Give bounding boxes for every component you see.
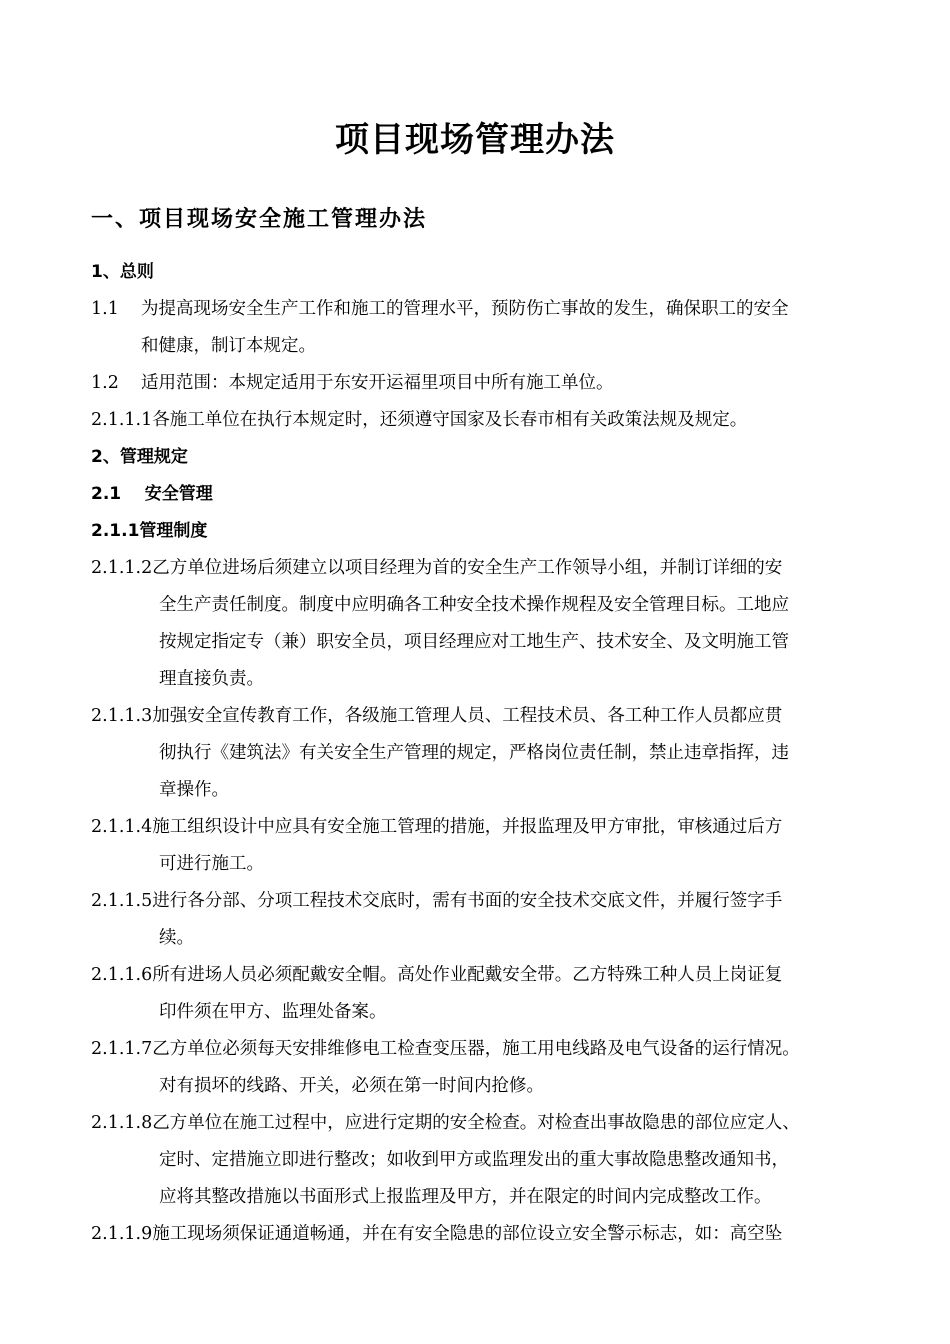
heading-general: 1、总则 [91,262,154,282]
paragraph-line: 和健康，制订本规定。 [141,336,316,356]
paragraph-2-1-1-6 [91,957,881,1031]
paragraph-line: 2.1.1.1各施工单位在执行本规定时，还须遵守国家及长春市相有关政策法规及规定。 [91,410,748,430]
paragraph-2-1-1-1 [91,402,881,439]
paragraph-2-1-1-2 [91,550,881,698]
heading-safety-management: 2.1 安全管理 [91,484,213,504]
paragraph-line: 为提高现场安全生产工作和施工的管理水平，预防伤亡事故的发生，确保职工的安全 [141,299,789,319]
paragraph-number: 1.2 [91,373,119,393]
paragraph-line: 理直接负责。 [159,669,264,689]
paragraph-line: 2.1.1.4施工组织设计中应具有安全施工管理的措施，并报监理及甲方审批，审核通过后方 [91,817,783,837]
paragraph-2-1-1-9 [91,1216,881,1253]
paragraph-line: 章操作。 [159,780,229,800]
paragraph-line: 适用范围：本规定适用于东安开运福里项目中所有施工单位。 [141,373,614,393]
paragraph-2-1-1-3 [91,698,881,809]
paragraph-line: 2.1.1.2乙方单位进场后须建立以项目经理为首的安全生产工作领导小组，并制订详细的安 [91,558,783,578]
paragraph-2-1-1-7 [91,1031,881,1105]
paragraph-1-2 [91,365,881,402]
heading-management-rules: 2、管理规定 [91,447,188,467]
paragraph-line: 按规定指定专（兼）职安全员，项目经理应对工地生产、技术安全、及文明施工管 [159,632,789,652]
paragraph-line: 2.1.1.8乙方单位在施工过程中，应进行定期的安全检查。对检查出事故隐患的部位应定人、 [91,1113,800,1133]
paragraph-1-1 [91,291,881,365]
paragraph-line: 应将其整改措施以书面形式上报监理及甲方，并在限定的时间内完成整改工作。 [159,1187,772,1207]
paragraph-2-1-1-4 [91,809,881,883]
section-heading: 一、项目现场安全施工管理办法 [91,207,428,232]
paragraph-line: 定时、定措施立即进行整改；如收到甲方或监理发出的重大事故隐患整改通知书， [159,1150,789,1170]
paragraph-line: 2.1.1.6所有进场人员必须配戴安全帽。高处作业配戴安全带。乙方特殊工种人员上岗证复 [91,965,783,985]
document-title: 项目现场管理办法 [335,120,615,160]
paragraph-number: 1.1 [91,299,119,319]
document-body [91,254,881,1253]
paragraph-line: 2.1.1.5进行各分部、分项工程技术交底时，需有书面的安全技术交底文件，并履行签字手 [91,891,783,911]
paragraph-line: 可进行施工。 [159,854,264,874]
paragraph-line: 印件须在甲方、监理处备案。 [159,1002,387,1022]
paragraph-line: 2.1.1.9施工现场须保证通道畅通，并在有安全隐患的部位设立安全警示标志，如：高空坠 [91,1224,783,1244]
paragraph-2-1-1-8 [91,1105,881,1216]
paragraph-line: 全生产责任制度。制度中应明确各工种安全技术操作规程及安全管理目标。工地应 [159,595,789,615]
heading-management-system: 2.1.1管理制度 [91,521,208,541]
paragraph-line: 2.1.1.3加强安全宣传教育工作，各级施工管理人员、工程技术员、各工种工作人员都应贯 [91,706,783,726]
paragraph-line: 2.1.1.7乙方单位必须每天安排维修电工检查变压器，施工用电线路及电气设备的运行情况。 [91,1039,800,1059]
paragraph-line: 续。 [159,928,194,948]
paragraph-2-1-1-5 [91,883,881,957]
paragraph-line: 彻执行《建筑法》有关安全生产管理的规定，严格岗位责任制，禁止违章指挥，违 [159,743,789,763]
paragraph-line: 对有损坏的线路、开关，必须在第一时间内抢修。 [159,1076,544,1096]
